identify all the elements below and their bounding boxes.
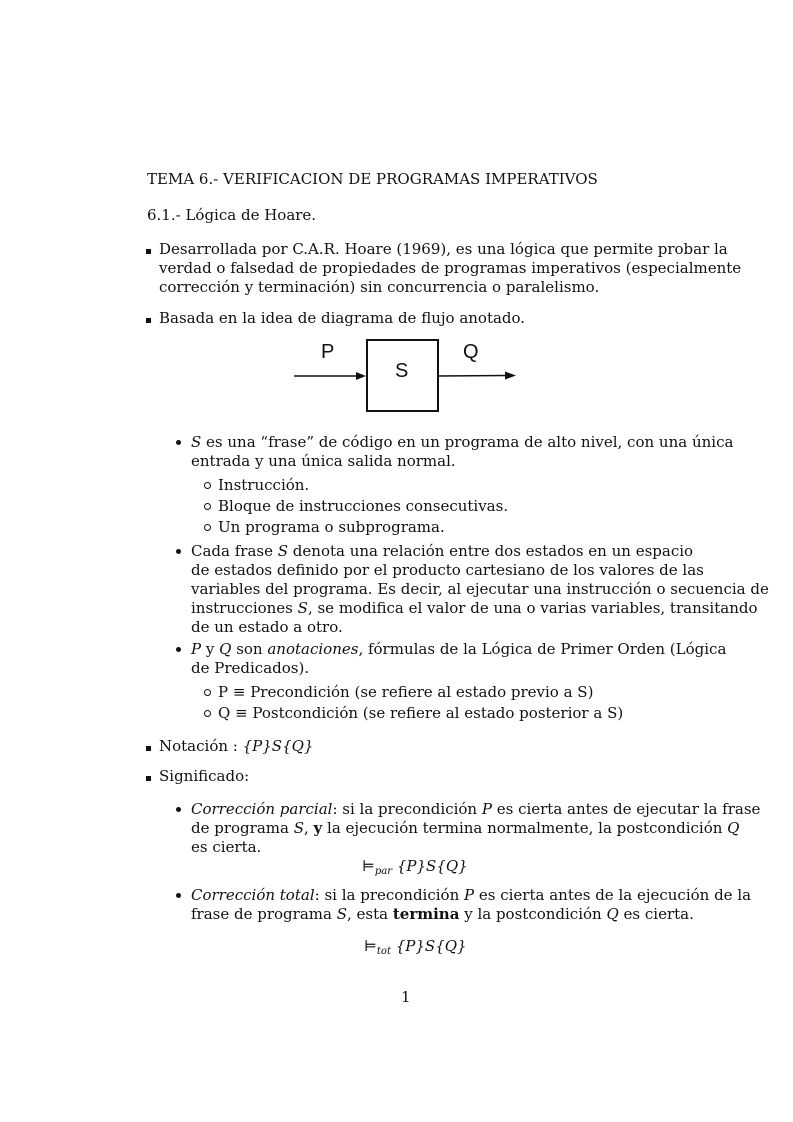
- cada-item-line5: de un estado a otro.: [191, 618, 343, 636]
- s-item-line2: entrada y una única salida normal.: [191, 452, 456, 470]
- square-bullet-icon: [146, 249, 151, 254]
- parcial-line1: Corrección parcial: si la precondición P es cierta antes de ejecutar la frase: [191, 800, 761, 818]
- bullet1-line1: Desarrollada por C.A.R. Hoare (1969), es una lógica que permite probar la: [159, 240, 728, 258]
- pq-item-line2: de Predicados).: [191, 659, 310, 677]
- parcial-formula: $⊨_{par}$ {P}S{Q}: [362, 857, 468, 877]
- s-sub-item-1: Instrucción.: [218, 476, 310, 494]
- total-line1: Corrección total: si la precondición P es cierta antes de la ejecución de la: [191, 886, 752, 904]
- diagram-label-s: S: [395, 360, 409, 382]
- page-number: 1: [401, 988, 411, 1006]
- bullet-dot-icon: [176, 440, 181, 445]
- square-bullet-icon: [146, 776, 151, 781]
- significado-label: Significado:: [159, 767, 250, 785]
- pq-sub-item-1: P ≡ Precondición (se refiere al estado previo a S): [218, 683, 594, 701]
- parcial-line2: de programa S, y la ejecución termina normalmente, la postcondición Q: [191, 819, 740, 837]
- pq-item-line1: P y Q son anotaciones, fórmulas de la Lógica de Primer Orden (Lógica: [191, 640, 727, 658]
- circle-bullet-icon: [204, 710, 211, 717]
- bullet2-text: Basada en la idea de diagrama de flujo anotado.: [159, 309, 526, 327]
- square-bullet-icon: [146, 318, 151, 323]
- bullet-dot-icon: [176, 893, 181, 898]
- cada-item-line4: instrucciones S, se modifica el valor de una o varias variables, transitando: [191, 599, 758, 617]
- s-sub-item-3: Un programa o subprograma.: [218, 518, 445, 536]
- flow-diagram: [290, 336, 520, 416]
- diagram-label-p: P: [321, 341, 335, 363]
- cada-item-line3: variables del programa. Es decir, al ejecutar una instrucción o secuencia de: [191, 580, 769, 598]
- bullet1-line3: corrección y terminación) sin concurrencia o paralelismo.: [159, 278, 600, 296]
- cada-item-line2: de estados definido por el producto cartesiano de los valores de las: [191, 561, 704, 579]
- section-heading: 6.1.- Lógica de Hoare.: [147, 206, 317, 224]
- total-formula: $⊨_{tot}$ {P}S{Q}: [364, 937, 467, 957]
- bullet-dot-icon: [176, 807, 181, 812]
- diagram-label-q: Q: [463, 341, 479, 363]
- bullet-dot-icon: [176, 549, 181, 554]
- bullet-dot-icon: [176, 647, 181, 652]
- circle-bullet-icon: [204, 482, 211, 489]
- document-title: TEMA 6.- VERIFICACION DE PROGRAMAS IMPERATIVOS: [147, 170, 598, 188]
- s-item-line1: S es una “frase” de código en un programa de alto nivel, con una única: [191, 433, 734, 451]
- circle-bullet-icon: [204, 689, 211, 696]
- square-bullet-icon: [146, 746, 151, 751]
- s-sub-item-2: Bloque de instrucciones consecutivas.: [218, 497, 509, 515]
- notacion-line: Notación : {P}S{Q}: [159, 737, 314, 755]
- pq-sub-item-2: Q ≡ Postcondición (se refiere al estado posterior a S): [218, 704, 624, 722]
- total-line2: frase de programa S, esta termina y la postcondición Q es cierta.: [191, 905, 694, 923]
- circle-bullet-icon: [204, 524, 211, 531]
- bullet1-line2: verdad o falsedad de propiedades de programas imperativos (especialmente: [159, 259, 742, 277]
- parcial-line3: es cierta.: [191, 838, 262, 856]
- circle-bullet-icon: [204, 503, 211, 510]
- cada-item-line1: Cada frase S denota una relación entre dos estados en un espacio: [191, 542, 694, 560]
